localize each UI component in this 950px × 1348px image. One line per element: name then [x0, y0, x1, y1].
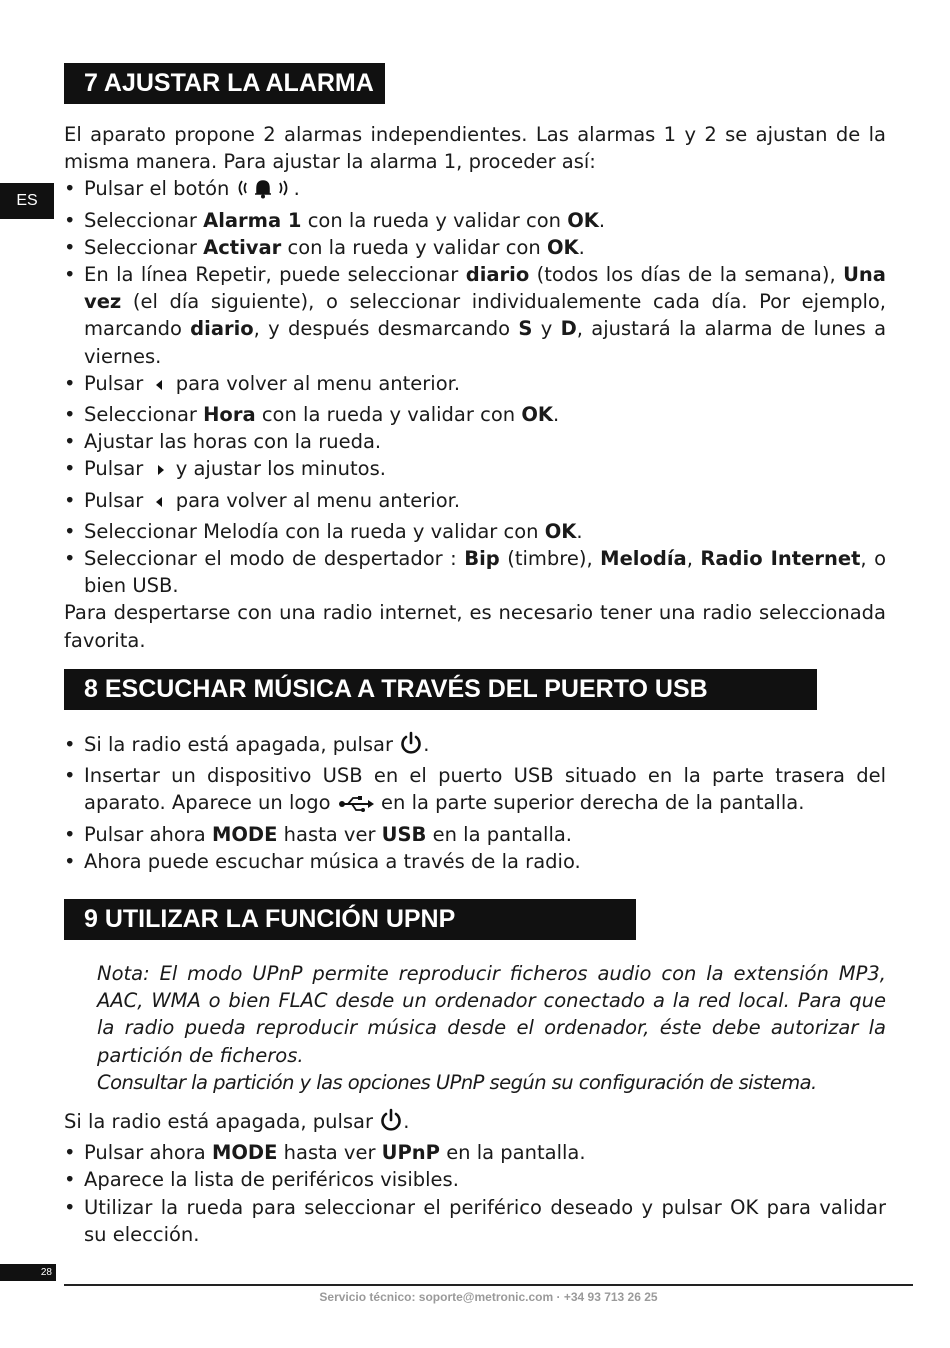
section-9-intro: Si la radio está apagada, pulsar . [64, 1108, 886, 1139]
list-item: • Ahora puede escuchar música a través de la radio. [64, 848, 886, 875]
list-item: • Aparece la lista de periféricos visibles. [64, 1166, 886, 1193]
page-number: 28 [0, 1264, 56, 1281]
list-item: • Pulsar y ajustar los minutos. [64, 455, 886, 486]
usb-icon [337, 793, 375, 820]
footer-contact: Servicio técnico: soporte@metronic.com · +34 93 713 26 25 [319, 1290, 658, 1304]
list-item: • Pulsar ahora MODE hasta ver UPnP en la pantalla. [64, 1139, 886, 1166]
footer-divider [64, 1284, 913, 1286]
list-item: • Insertar un dispositivo USB en el puerto USB situado en la parte trasera del aparato. Aparece un logo en la parte superior derecha de la pantalla. [64, 762, 886, 820]
section-9-body [64, 1108, 886, 1248]
list-item: • Seleccionar Hora con la rueda y validar con OK. [64, 401, 886, 428]
section-8-heading: 8 ESCUCHAR MÚSICA A TRAVÉS DEL PUERTO USB [64, 669, 817, 710]
list-item: • Pulsar ahora MODE hasta ver USB en la pantalla. [64, 821, 886, 848]
note-text: Nota: El modo UPnP permite reproducir ficheros audio con la extensión MP3, AAC, WMA o bien FLAC desde un ordenador conectado a la red local. Para que la radio pueda reproducir música desde el ordenador, éste debe autorizar la partición de ficheros. [97, 962, 886, 1067]
language-tab: ES [0, 183, 54, 219]
list-item: • Seleccionar el modo de despertador : Bip (timbre), Melodía, Radio Internet, o bien USB. [64, 545, 886, 599]
arrow-left-icon [150, 491, 170, 518]
note-text: Consultar la partición y las opciones UPnP según su configuración de sistema. [97, 1070, 817, 1094]
list-item: • Utilizar la rueda para seleccionar el periférico deseado y pulsar OK para validar su elección. [64, 1194, 886, 1248]
section-9-heading: 9 UTILIZAR LA FUNCIÓN UPNP [64, 899, 636, 940]
section-7-heading: 7 AJUSTAR LA ALARMA [64, 63, 385, 104]
list-item: • Seleccionar Activar con la rueda y validar con OK. [64, 234, 886, 261]
list-item: • En la línea Repetir, puede seleccionar diario (todos los días de la semana), Una vez (el día siguiente), o seleccionar individualemente cada día. Por ejemplo, marcando diario, y después desmarcando S y D, ajustará la alarma de lunes a viernes. [64, 261, 886, 370]
list-item: • Seleccionar Alarma 1 con la rueda y validar con OK. [64, 207, 886, 234]
list-item: • Seleccionar Melodía con la rueda y validar con OK. [64, 518, 886, 545]
list-item: • Pulsar el botón . [64, 175, 886, 206]
arrow-right-icon [150, 459, 170, 486]
list-item: • Ajustar las horas con la rueda. [64, 428, 886, 455]
power-icon [379, 1108, 403, 1139]
section-7-body [64, 121, 886, 654]
alarm-bell-icon [236, 177, 294, 206]
list-item: • Si la radio está apagada, pulsar . [64, 731, 886, 762]
upnp-note [97, 960, 886, 1096]
section-8-body [64, 731, 886, 875]
list-item: • Pulsar para volver al menu anterior. [64, 370, 886, 401]
section-7-intro: El aparato propone 2 alarmas independientes. Las alarmas 1 y 2 se ajustan de la misma manera. Para ajustar la alarma 1, proceder así: [64, 123, 886, 174]
list-item: • Pulsar para volver al menu anterior. [64, 487, 886, 518]
power-icon [399, 731, 423, 762]
arrow-left-icon [150, 374, 170, 401]
section-7-outro: Para despertarse con una radio internet, es necesario tener una radio seleccionada favorita. [64, 601, 886, 652]
